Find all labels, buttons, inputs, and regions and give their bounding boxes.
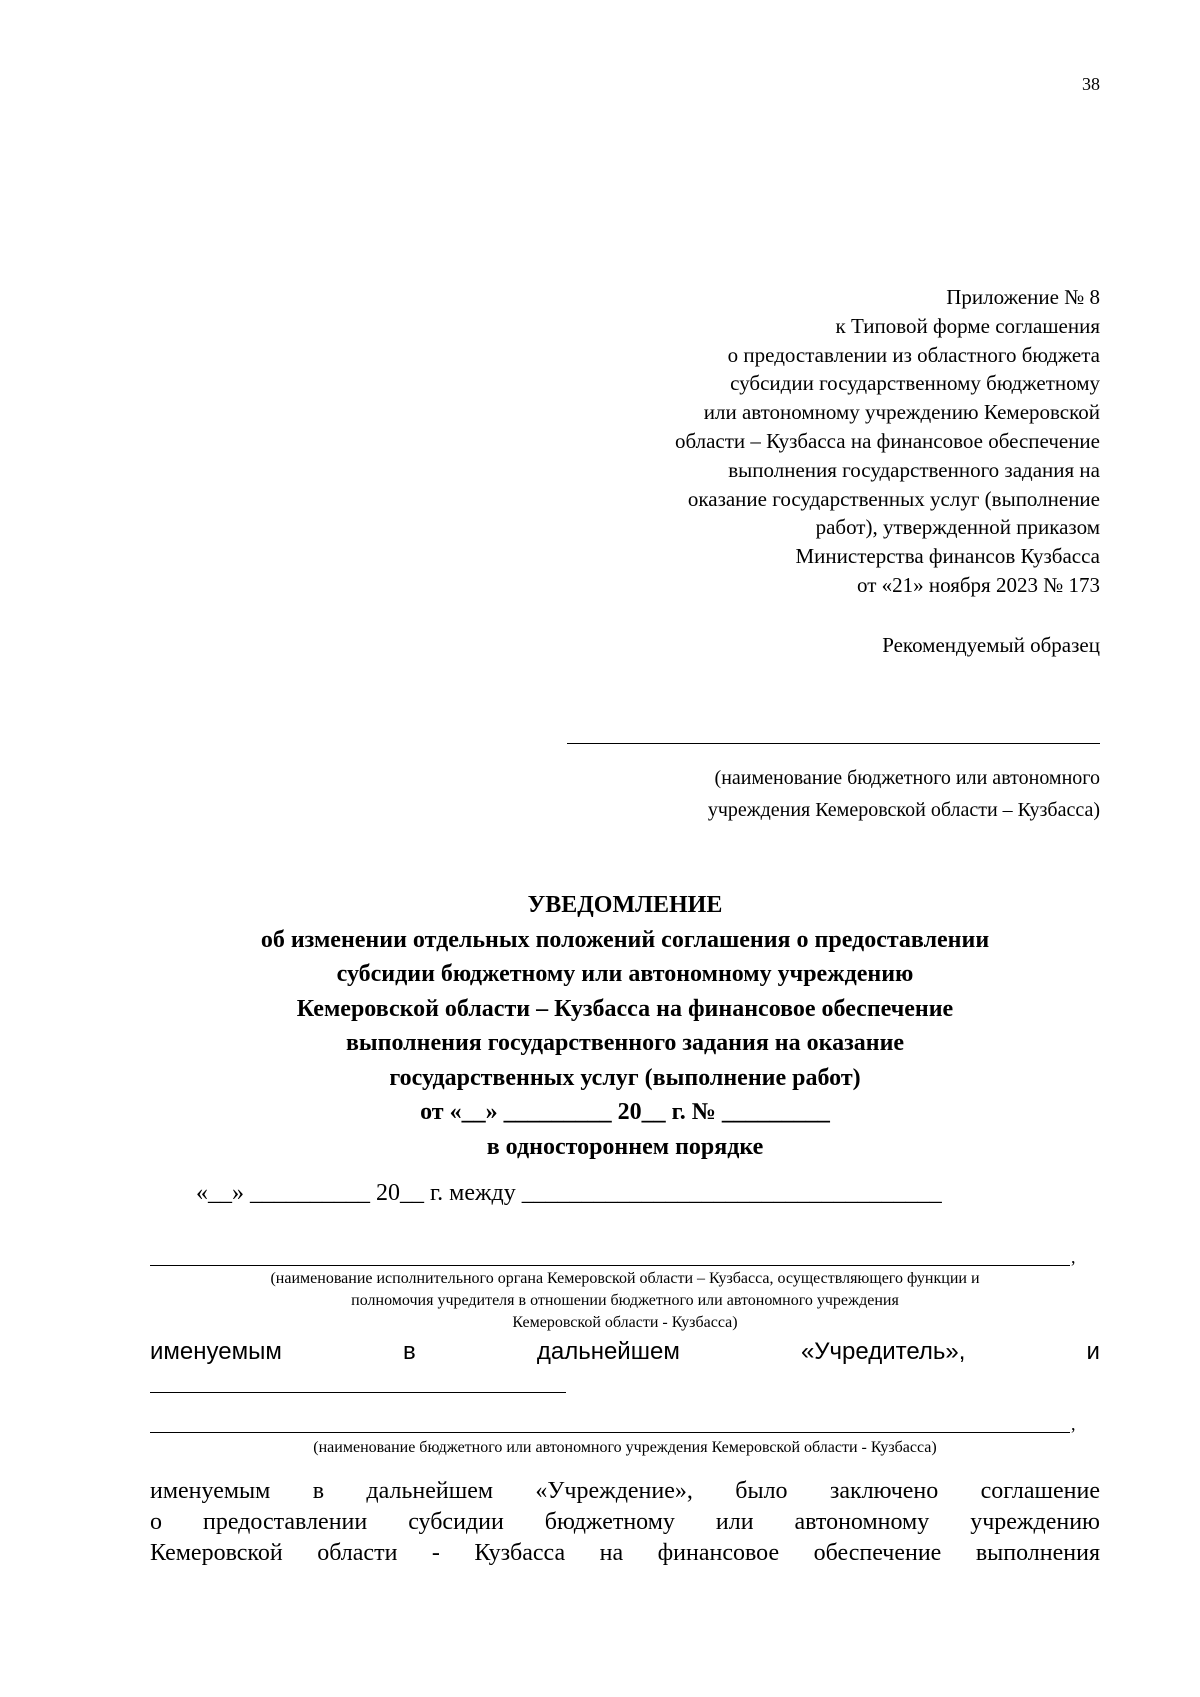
title-line: выполнения государственного задания на оказание: [345, 1030, 905, 1056]
appendix-line: субсидии государственному бюджетному: [730, 371, 1100, 396]
appendix-line: Министерства финансов Кузбасса: [795, 544, 1100, 569]
naming-row: [150, 1338, 1100, 1366]
body-paragraph: [150, 1476, 1100, 1569]
recipient-fill-line: [567, 743, 1100, 744]
founder-caption-line: полномочия учредителя в отношении бюджетного или автономного учреждения: [351, 1292, 899, 1309]
naming-word: «Учредитель»,: [800, 1338, 966, 1365]
recipient-caption-line: учреждения Кемеровской области – Кузбасса): [707, 799, 1100, 821]
founder-caption-line: (наименование исполнительного органа Кемеровской области – Кузбасса, осуществляющего функции и: [270, 1270, 980, 1287]
founder-caption: [150, 1268, 1100, 1334]
appendix-line: Приложение № 8: [946, 285, 1100, 309]
title-heading: УВЕДОМЛЕНИЕ: [527, 892, 723, 918]
naming-word: дальнейшем: [536, 1338, 680, 1365]
institution-fill-line: [150, 1432, 1070, 1433]
notice-title: [150, 888, 1100, 1164]
title-line: субсидии бюджетному или автономному учреждению: [336, 961, 914, 987]
recipient-caption-line: (наименование бюджетного или автономного: [714, 767, 1100, 789]
institution-comma: ,: [1071, 1414, 1076, 1434]
naming-word: в: [402, 1338, 416, 1365]
recipient-caption: [540, 762, 1100, 826]
recommended-sample-label: Рекомендуемый образец: [882, 633, 1100, 657]
agreement-date-line: «__» __________ 20__ г. между ___________________________________: [196, 1180, 942, 1206]
institution-caption: (наименование бюджетного или автономного учреждения Кемеровской области - Кузбасса): [313, 1439, 937, 1456]
founder-caption-line: Кемеровской области - Кузбасса): [512, 1314, 738, 1331]
title-line: Кемеровской области – Кузбасса на финансовое обеспечение: [296, 995, 954, 1022]
body-line: именуемым в дальнейшем «Учреждение», было заключено соглашение: [150, 1478, 1100, 1504]
title-line: об изменении отдельных положений соглашения о предоставлении: [260, 926, 990, 953]
appendix-line: от «21» ноября 2023 № 173: [856, 572, 1100, 597]
naming-word: именуемым: [150, 1338, 282, 1365]
appendix-line: или автономному учреждению Кемеровской: [703, 400, 1100, 425]
appendix-line: области – Кузбасса на финансовое обеспечение: [674, 428, 1100, 453]
appendix-line: к Типовой форме соглашения: [835, 313, 1100, 338]
naming-word: и: [1086, 1338, 1100, 1365]
founder-fill-line: [150, 1265, 1070, 1266]
appendix-header: [500, 283, 1100, 600]
page-number: 38: [1082, 74, 1100, 94]
appendix-line: работ), утвержденной приказом: [815, 515, 1100, 540]
appendix-line: оказание государственных услуг (выполнение: [687, 486, 1100, 511]
title-mode: в одностороннем порядке: [486, 1133, 764, 1160]
appendix-line: выполнения государственного задания на: [728, 457, 1100, 482]
title-line: государственных услуг (выполнение работ): [389, 1064, 861, 1091]
body-line: Кемеровской области - Кузбасса на финансовое обеспечение выполнения: [150, 1540, 1100, 1566]
short-fill-line: [150, 1392, 566, 1393]
title-date-line: от «__» _________ 20__ г. № _________: [420, 1099, 830, 1125]
founder-comma: ,: [1071, 1247, 1076, 1267]
appendix-line: о предоставлении из областного бюджета: [727, 342, 1100, 367]
body-line: о предоставлении субсидии бюджетному или автономному учреждению: [150, 1509, 1100, 1535]
